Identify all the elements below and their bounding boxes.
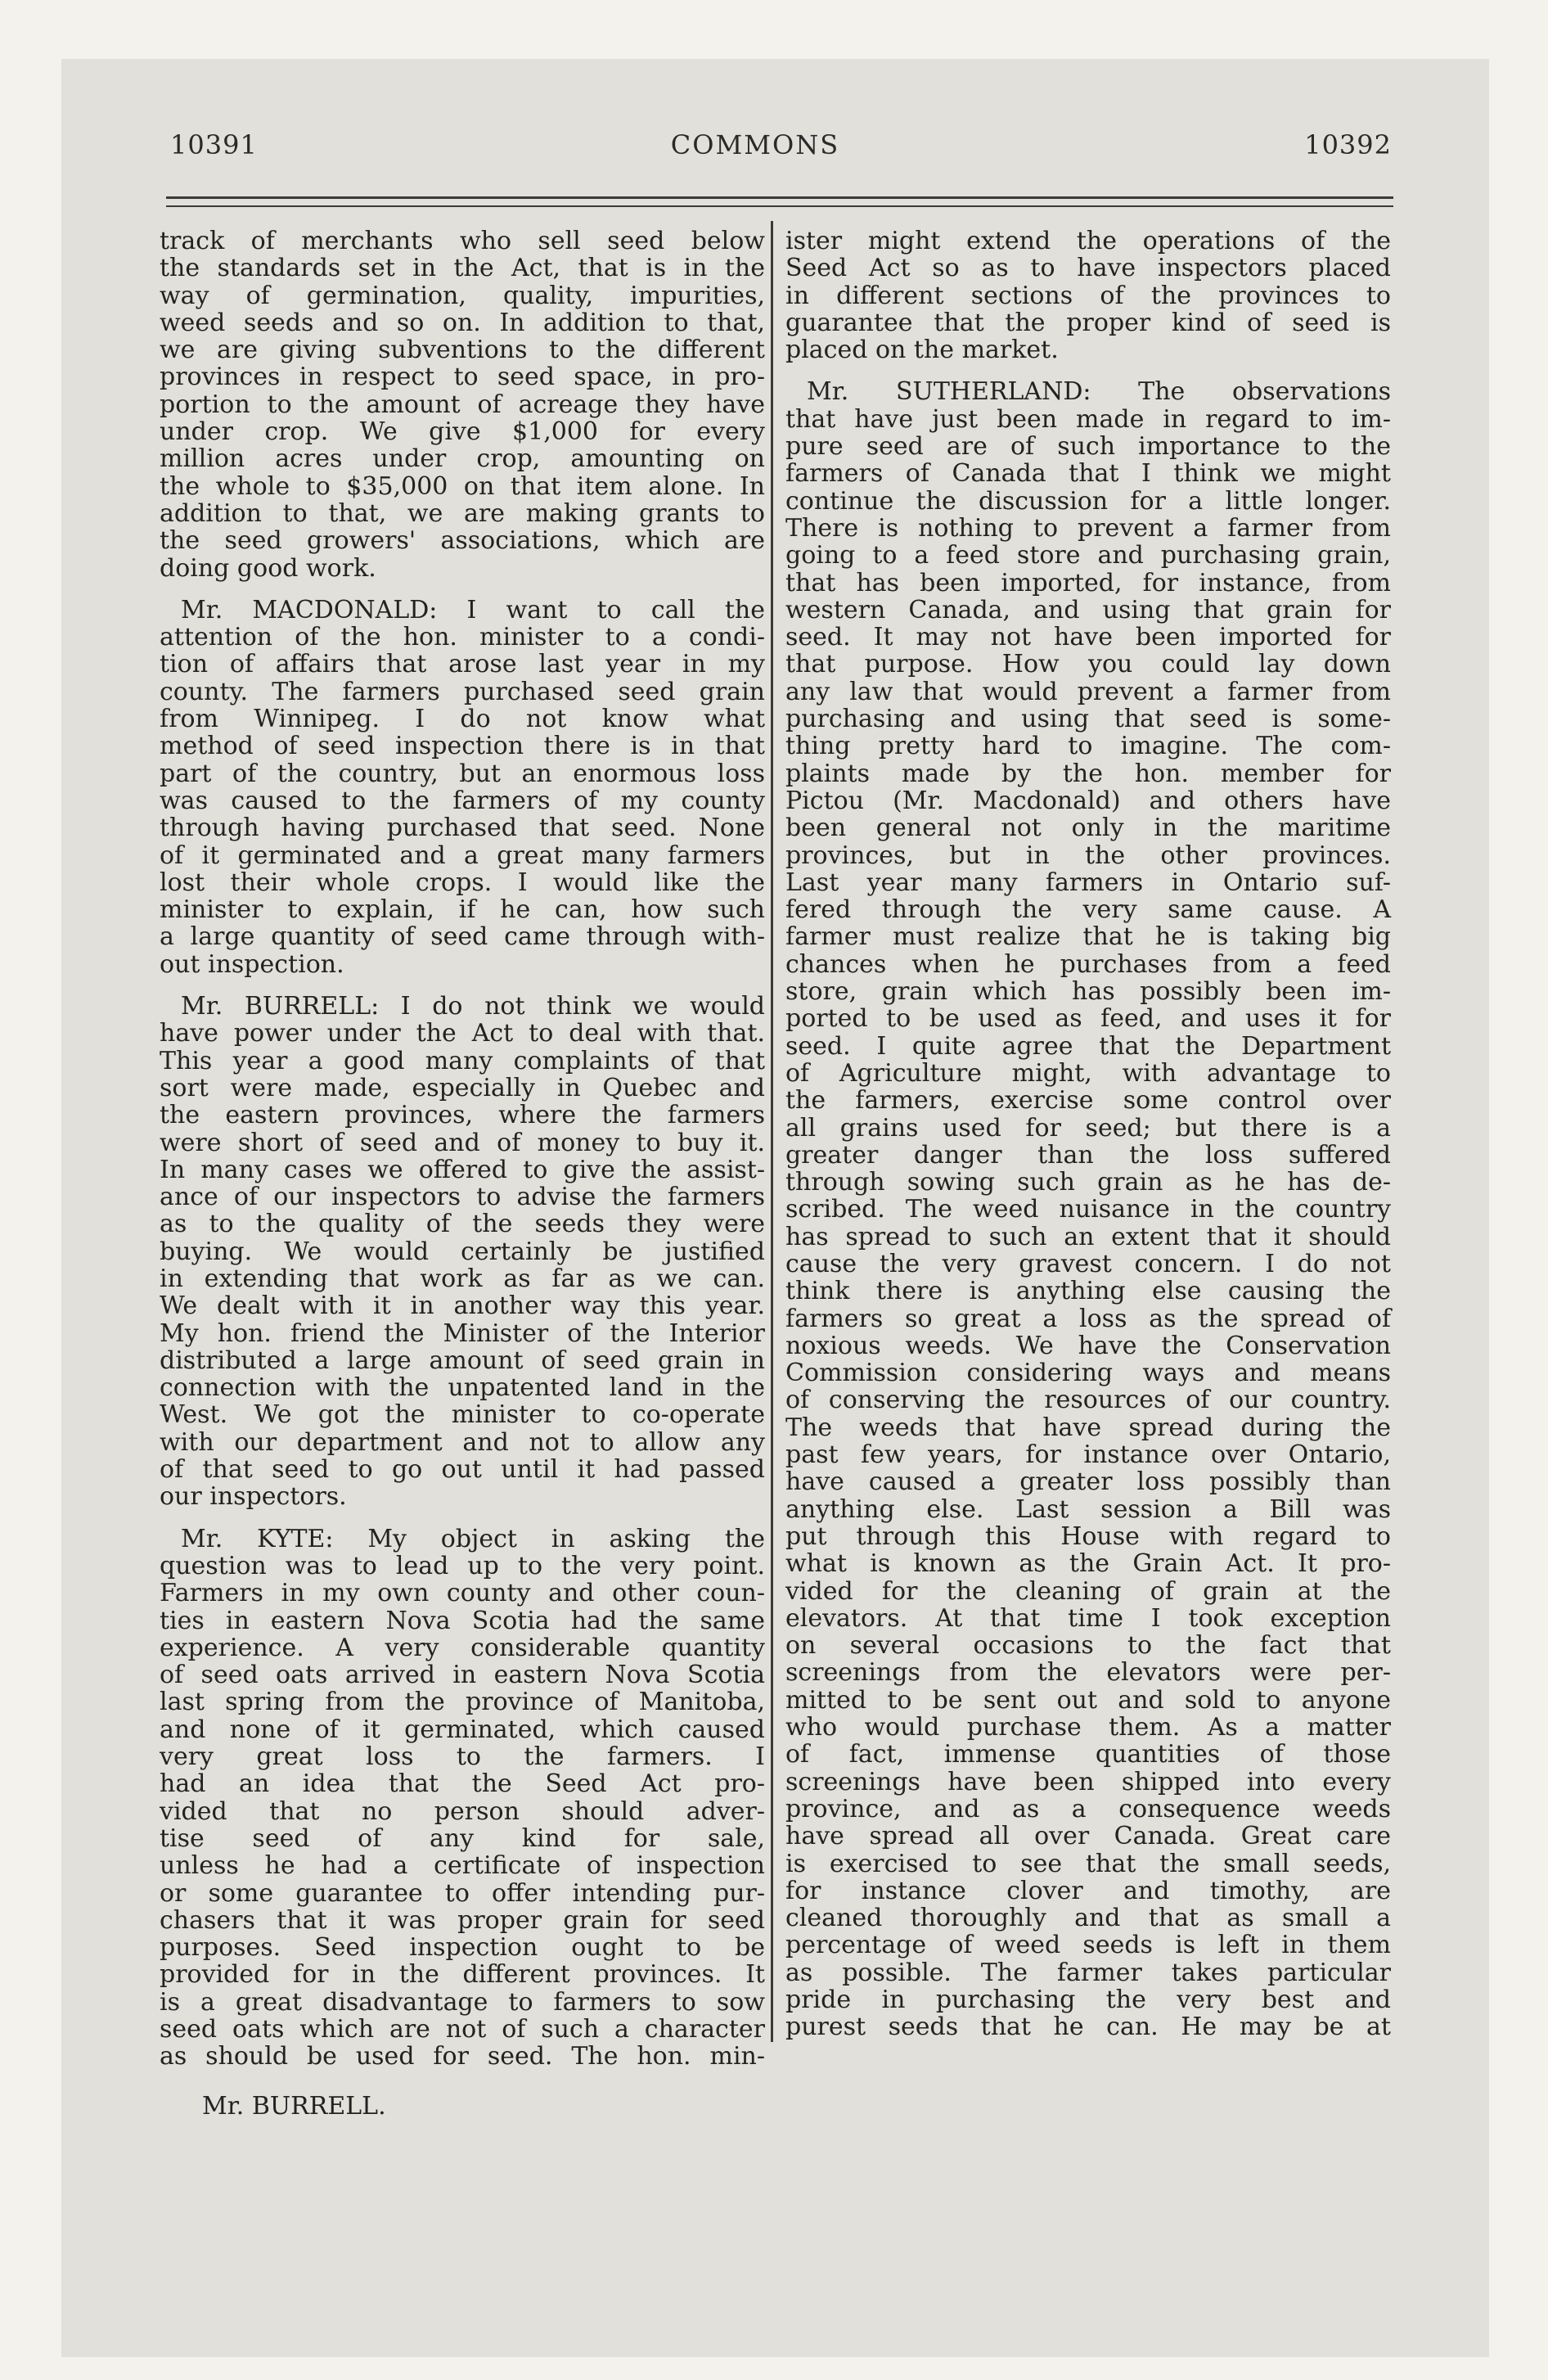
- text-line: ance of our inspectors to advise the farmers: [160, 1183, 765, 1212]
- speaker-signoff: Mr. BURRELL.: [202, 2092, 386, 2121]
- text-line: Mr. MACDONALD: I want to call the: [181, 595, 765, 624]
- header-rule-top: [166, 196, 1393, 199]
- text-line: provinces in respect to seed space, in pro-: [160, 363, 765, 392]
- page-number-right: 10392: [1304, 129, 1392, 160]
- text-line: way of germination, quality, impurities,: [160, 281, 765, 310]
- text-line: cause the very gravest concern. I do not: [785, 1249, 1391, 1278]
- text-line: from Winnipeg. I do not know what: [160, 705, 765, 734]
- text-line: or some guarantee to offer intending pur-: [160, 1878, 765, 1908]
- text-line: addition to that, we are making grants to: [160, 498, 765, 528]
- text-line: The weeds that have spread during the: [785, 1413, 1391, 1442]
- text-line: very great loss to the farmers. I: [160, 1742, 765, 1772]
- text-line: seed oats which are not of such a character: [160, 2015, 765, 2044]
- text-line: had an idea that the Seed Act pro-: [160, 1769, 765, 1799]
- text-line: county. The farmers purchased seed grain: [160, 677, 765, 706]
- text-line: track of merchants who sell seed below: [160, 227, 765, 255]
- text-line: This year a good many complaints of that: [160, 1046, 765, 1075]
- text-line: pride in purchasing the very best and: [785, 1986, 1391, 2014]
- right-column: [785, 228, 1391, 2041]
- text-line: My hon. friend the Minister of the Interior: [160, 1318, 765, 1348]
- text-line: think there is anything else causing the: [785, 1277, 1391, 1306]
- page-number-left: 10391: [170, 129, 258, 160]
- paragraph-gap: [160, 1511, 765, 1526]
- text-line: weed seeds and so on. In addition to that,: [160, 308, 765, 337]
- text-line: connection with the unpatented land in the: [160, 1373, 765, 1403]
- text-line: farmer must realize that he is taking big: [785, 922, 1391, 952]
- text-line: Farmers in my own county and other coun-: [160, 1579, 765, 1608]
- text-line: guarantee that the proper kind of seed is: [785, 308, 1391, 337]
- text-line: percentage of weed seeds is left in them: [785, 1931, 1391, 1960]
- text-line: we are giving subventions to the different: [160, 336, 765, 365]
- text-line: method of seed inspection there is in that: [160, 732, 765, 761]
- text-line: doing good work.: [160, 553, 376, 583]
- page-title: COMMONS: [670, 129, 840, 160]
- text-line: noxious weeds. We have the Conservation: [785, 1331, 1391, 1360]
- column-divider: [771, 221, 773, 2042]
- text-line: elevators. At that time I took exception: [785, 1603, 1391, 1633]
- text-line: portion to the amount of acreage they have: [160, 390, 765, 419]
- text-line: is exercised to see that the small seeds,: [785, 1849, 1391, 1878]
- text-line: vided that no person should adver-: [160, 1796, 765, 1826]
- text-line: Mr. KYTE: My object in asking the: [181, 1524, 765, 1553]
- text-line: in different sections of the provinces to: [785, 281, 1391, 310]
- text-line: the eastern provinces, where the farmers: [160, 1101, 765, 1130]
- text-line: all grains used for seed; but there is a: [785, 1113, 1391, 1143]
- text-line: out inspection.: [160, 949, 344, 979]
- text-line: our inspectors.: [160, 1482, 347, 1512]
- text-line: Seed Act so as to have inspectors placed: [785, 254, 1391, 283]
- text-line: were short of seed and of money to buy it.: [160, 1128, 765, 1157]
- text-line: been general not only in the maritime: [785, 814, 1391, 843]
- text-line: of it germinated and a great many farmers: [160, 841, 765, 870]
- text-line: question was to lead up to the very point.: [160, 1551, 765, 1580]
- text-line: who would purchase them. As a matter: [785, 1713, 1391, 1742]
- text-line: that have just been made in regard to im-: [785, 404, 1391, 434]
- text-line: ister might extend the operations of the: [785, 227, 1391, 255]
- text-line: on several occasions to the fact that: [785, 1631, 1391, 1661]
- left-column: [160, 228, 765, 2071]
- text-line: experience. A very considerable quantity: [160, 1633, 765, 1662]
- text-line: any law that would prevent a farmer from: [785, 677, 1391, 706]
- header-rule-bottom: [166, 205, 1393, 207]
- text-line: that purpose. How you could lay down: [785, 650, 1391, 679]
- text-line: what is known as the Grain Act. It pro-: [785, 1549, 1391, 1579]
- text-line: was caused to the farmers of my county: [160, 786, 765, 815]
- text-line: of fact, immense quantities of those: [785, 1740, 1391, 1769]
- text-line: the whole to $35,000 on that item alone. In: [160, 471, 765, 501]
- text-line: There is nothing to prevent a farmer from: [785, 513, 1391, 543]
- text-line: has spread to such an extent that it should: [785, 1222, 1391, 1251]
- text-line: million acres under crop, amounting on: [160, 444, 765, 474]
- text-line: pure seed are of such importance to the: [785, 432, 1391, 462]
- text-line: put through this House with regard to: [785, 1521, 1391, 1551]
- text-line: Mr. BURRELL: I do not think we would: [181, 992, 765, 1021]
- text-line: the standards set in the Act, that is in the: [160, 254, 765, 283]
- text-line: vided for the cleaning of grain at the: [785, 1576, 1391, 1606]
- text-line: province, and as a consequence weeds: [785, 1794, 1391, 1823]
- text-line: in extending that work as far as we can.: [160, 1264, 765, 1293]
- text-line: the farmers, exercise some control over: [785, 1086, 1391, 1116]
- text-line: that has been imported, for instance, from: [785, 568, 1391, 597]
- text-line: a large quantity of seed came through with-: [160, 922, 765, 952]
- text-line: have caused a greater loss possibly than: [785, 1467, 1391, 1497]
- text-line: ported to be used as feed, and uses it for: [785, 1004, 1391, 1034]
- text-line: western Canada, and using that grain for: [785, 595, 1391, 624]
- text-line: anything else. Last session a Bill was: [785, 1494, 1391, 1524]
- text-line: with our department and not to allow any: [160, 1427, 765, 1457]
- text-line: ties in eastern Nova Scotia had the same: [160, 1606, 765, 1635]
- text-line: through having purchased that seed. None: [160, 814, 765, 843]
- text-line: purest seeds that he can. He may be at: [785, 2013, 1391, 2042]
- text-line: chasers that it was proper grain for seed: [160, 1905, 765, 1935]
- text-line: farmers of Canada that I think we might: [785, 459, 1391, 489]
- text-line: Last year many farmers in Ontario suf-: [785, 868, 1391, 897]
- text-line: have spread all over Canada. Great care: [785, 1822, 1391, 1851]
- text-line: minister to explain, if he can, how such: [160, 895, 765, 925]
- text-line: cleaned thoroughly and that as small a: [785, 1904, 1391, 1933]
- paragraph-gap: [785, 363, 1391, 378]
- text-line: provinces, but in the other provinces.: [785, 841, 1391, 870]
- text-line: part of the country, but an enormous loss: [160, 759, 765, 788]
- text-line: going to a feed store and purchasing grain,: [785, 541, 1391, 570]
- text-line: as possible. The farmer takes particular: [785, 1958, 1391, 1987]
- text-line: continue the discussion for a little longer.: [785, 486, 1391, 516]
- text-line: of Agriculture might, with advantage to: [785, 1058, 1391, 1088]
- text-line: attention of the hon. minister to a condi-: [160, 623, 765, 652]
- paragraph-gap: [160, 582, 765, 597]
- text-line: of that seed to go out until it had passed: [160, 1455, 765, 1485]
- text-line: Commission considering ways and means: [785, 1359, 1391, 1388]
- text-line: for instance clover and timothy, are: [785, 1876, 1391, 1905]
- text-line: last spring from the province of Manitoba,: [160, 1688, 765, 1717]
- text-line: thing pretty hard to imagine. The com-: [785, 732, 1391, 761]
- text-line: buying. We would certainly be justified: [160, 1237, 765, 1266]
- text-line: tise seed of any kind for sale,: [160, 1823, 765, 1853]
- text-line: as should be used for seed. The hon. min-: [160, 2042, 765, 2071]
- text-line: screenings have been shipped into every: [785, 1767, 1391, 1796]
- text-line: placed on the market.: [785, 336, 1059, 365]
- text-line: greater danger than the loss suffered: [785, 1140, 1391, 1170]
- text-line: chances when he purchases from a feed: [785, 949, 1391, 979]
- text-line: lost their whole crops. I would like the: [160, 868, 765, 897]
- text-line: have power under the Act to deal with that.: [160, 1019, 765, 1048]
- text-line: past few years, for instance over Ontario,: [785, 1440, 1391, 1470]
- text-line: screenings from the elevators were per-: [785, 1658, 1391, 1688]
- text-line: seed. I quite agree that the Department: [785, 1031, 1391, 1061]
- text-line: unless he had a certificate of inspection: [160, 1851, 765, 1881]
- text-line: provided for in the different provinces. It: [160, 1960, 765, 1990]
- text-line: plaints made by the hon. member for: [785, 759, 1391, 788]
- text-line: Mr. SUTHERLAND: The observations: [807, 377, 1391, 407]
- text-line: purchasing and using that seed is some-: [785, 705, 1391, 734]
- text-line: In many cases we offered to give the assist-: [160, 1155, 765, 1184]
- text-line: scribed. The weed nuisance in the country: [785, 1195, 1391, 1224]
- page-header: [109, 129, 1402, 172]
- text-line: store, grain which has possibly been im-: [785, 977, 1391, 1007]
- text-line: sort were made, especially in Quebec and: [160, 1073, 765, 1102]
- text-line: and none of it germinated, which caused: [160, 1715, 765, 1744]
- paragraph-gap: [160, 978, 765, 993]
- text-line: of conserving the resources of our country.: [785, 1386, 1391, 1415]
- text-line: purposes. Seed inspection ought to be: [160, 1933, 765, 1963]
- text-line: seed. It may not have been imported for: [785, 623, 1391, 652]
- text-line: as to the quality of the seeds they were: [160, 1210, 765, 1239]
- text-line: mitted to be sent out and sold to anyone: [785, 1685, 1391, 1715]
- text-line: We dealt with it in another way this year.: [160, 1291, 765, 1321]
- text-line: is a great disadvantage to farmers to sow: [160, 1987, 765, 2017]
- text-line: the seed growers' associations, which are: [160, 526, 765, 556]
- text-line: West. We got the minister to co-operate: [160, 1400, 765, 1430]
- text-line: under crop. We give $1,000 for every: [160, 417, 765, 447]
- text-line: Pictou (Mr. Macdonald) and others have: [785, 786, 1391, 815]
- text-line: distributed a large amount of seed grain in: [160, 1346, 765, 1375]
- text-line: tion of affairs that arose last year in my: [160, 650, 765, 679]
- text-line: farmers so great a loss as the spread of: [785, 1304, 1391, 1333]
- text-line: of seed oats arrived in eastern Nova Scotia: [160, 1661, 765, 1690]
- text-line: through sowing such grain as he has de-: [785, 1168, 1391, 1197]
- text-line: fered through the very same cause. A: [785, 895, 1391, 925]
